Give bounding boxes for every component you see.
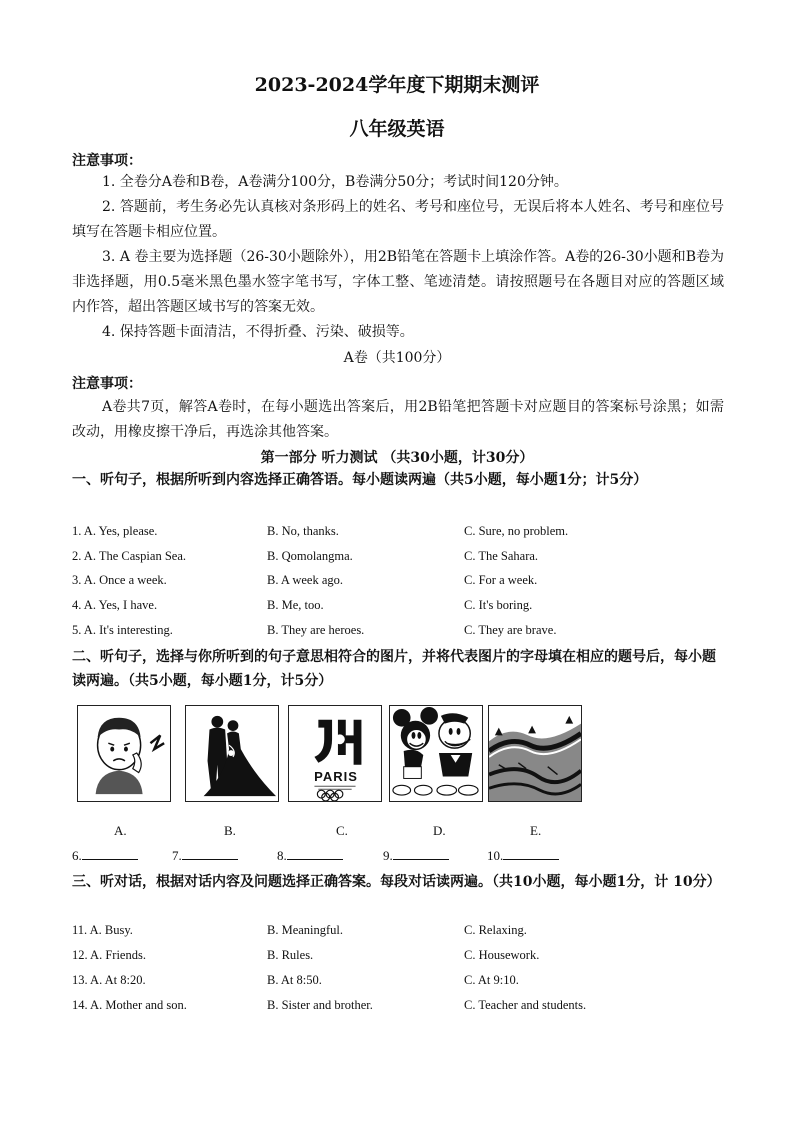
answer-blank[interactable] <box>487 847 559 864</box>
blank-number: 9. <box>383 848 393 863</box>
option-b: B. At 8:50. <box>267 973 322 987</box>
option-a: 3. A. Once a week. <box>72 573 167 587</box>
option-a: 5. A. It's interesting. <box>72 623 173 637</box>
option-b: B. Meaningful. <box>267 923 344 937</box>
exam-subtitle: 八年级英语 <box>349 118 445 140</box>
question-row <box>72 923 724 941</box>
picture-e <box>488 705 582 802</box>
option-b: B. Rules. <box>267 948 314 962</box>
notice-list <box>72 170 724 345</box>
picture-a <box>77 705 171 802</box>
option-a: 13. A. At 8:20. <box>72 973 146 987</box>
notice2-text: A卷共7页，解答A卷时，在每小题选出答案后，用2B铅笔把答题卡对应题目的答案标号涂黑；如需改动，用橡皮擦干净后，再选涂其他答案。 <box>72 399 724 440</box>
picture-c <box>288 705 382 802</box>
notice-heading: 注意事项： <box>72 153 142 169</box>
option-c: C. The Sahara. <box>464 549 539 563</box>
question-row <box>72 948 724 966</box>
option-a: 2. A. The Caspian Sea. <box>72 549 186 563</box>
notice-item: 2. 答题前，考生务必先认真核对条形码上的姓名、考号和座位号，无误后将本人姓名、考号和座位号填写在答题卡相应位置。 <box>72 199 724 240</box>
option-c: C. Relaxing. <box>464 923 527 937</box>
volume-a-title: A卷（共100分） <box>343 350 451 366</box>
option-c: C. Housework. <box>464 948 540 962</box>
notice-item: 3. A 卷主要为选择题（26-30小题除外），用2B铅笔在答题卡上填涂作答。A卷的26-30小题和B卷为非选择题，用0.5毫米黑色墨水签字笔书写，字体工整、笔迹清楚。请按照题号在各题目对应的答题区域内作答，超出答题区域书写的答案无效。 <box>72 249 724 315</box>
part1-title: 第一部分 听力测试 （共30小题，计30分） <box>260 450 534 466</box>
question-row <box>72 623 724 641</box>
question-row <box>72 598 724 616</box>
option-a: 1. A. Yes, please. <box>72 524 158 538</box>
option-c: C. At 9:10. <box>464 973 519 987</box>
section1-title: 一、听句子，根据所听到内容选择正确答语。每小题读两遍（共5小题，每小题1分；计5分） <box>72 472 648 488</box>
option-c: C. They are brave. <box>464 623 557 637</box>
paris-olympics-logo <box>289 706 381 801</box>
answer-blank[interactable] <box>172 847 238 864</box>
question-row <box>72 524 724 542</box>
blank-number: 10. <box>487 848 504 863</box>
question-row <box>72 549 724 567</box>
wedding-couple-image <box>186 706 278 801</box>
blank-number: 6. <box>72 848 82 863</box>
option-b: B. Qomolangma. <box>267 549 353 563</box>
section3-title: 三、听对话，根据对话内容及问题选择正确答案。每段对话读两遍。（共10小题，每小题1分，计 10分） <box>72 874 721 890</box>
blank-number: 8. <box>277 848 287 863</box>
question-row <box>72 998 724 1016</box>
option-c: C. It's boring. <box>464 598 533 612</box>
blank-line <box>182 847 238 860</box>
picture-label: E. <box>530 823 542 838</box>
picture-label: B. <box>224 823 236 838</box>
great-wall-image <box>489 706 581 801</box>
option-b: B. No, thanks. <box>267 524 339 538</box>
sad-boy-image <box>78 706 170 801</box>
notice-item: 1. 全卷分A卷和B卷，A卷满分100分，B卷满分50分；考试时间120分钟。 <box>102 174 568 190</box>
option-c: C. For a week. <box>464 573 538 587</box>
paris-logo-text: PARIS <box>314 769 358 784</box>
blank-line <box>82 847 138 860</box>
picture-label: D. <box>433 823 446 838</box>
option-a: 14. A. Mother and son. <box>72 998 187 1012</box>
answer-blank[interactable] <box>383 847 449 864</box>
option-b: B. Sister and brother. <box>267 998 373 1012</box>
notice2-text-block <box>72 395 724 445</box>
picture-label: A. <box>114 823 127 838</box>
section2-title: 二、听句子，选择与你所听到的句子意思相符合的图片，并将代表图片的字母填在相应的题号后，每小题读两遍。（共5小题，每小题1分，计5分） <box>72 649 716 689</box>
cartoon-characters-image <box>390 706 482 801</box>
option-b: B. Me, too. <box>267 598 324 612</box>
blank-number: 7. <box>172 848 182 863</box>
blank-line <box>503 847 559 860</box>
exam-title: 2023-2024学年度下期期末测评 <box>254 74 540 96</box>
blank-line <box>287 847 343 860</box>
picture-b <box>185 705 279 802</box>
answer-blank[interactable] <box>72 847 138 864</box>
option-a: 4. A. Yes, I have. <box>72 598 158 612</box>
option-b: B. A week ago. <box>267 573 344 587</box>
question-row <box>72 573 724 591</box>
option-a: 11. A. Busy. <box>72 923 133 937</box>
blank-line <box>393 847 449 860</box>
question-row <box>72 973 724 991</box>
option-c: C. Teacher and students. <box>464 998 587 1012</box>
notice2-heading: 注意事项： <box>72 376 142 392</box>
picture-d <box>389 705 483 802</box>
notice-item: 4. 保持答题卡面清洁，不得折叠、污染、破损等。 <box>102 324 414 340</box>
option-a: 12. A. Friends. <box>72 948 146 962</box>
option-c: C. Sure, no problem. <box>464 524 569 538</box>
option-b: B. They are heroes. <box>267 623 365 637</box>
picture-label: C. <box>336 823 348 838</box>
answer-blank[interactable] <box>277 847 343 864</box>
